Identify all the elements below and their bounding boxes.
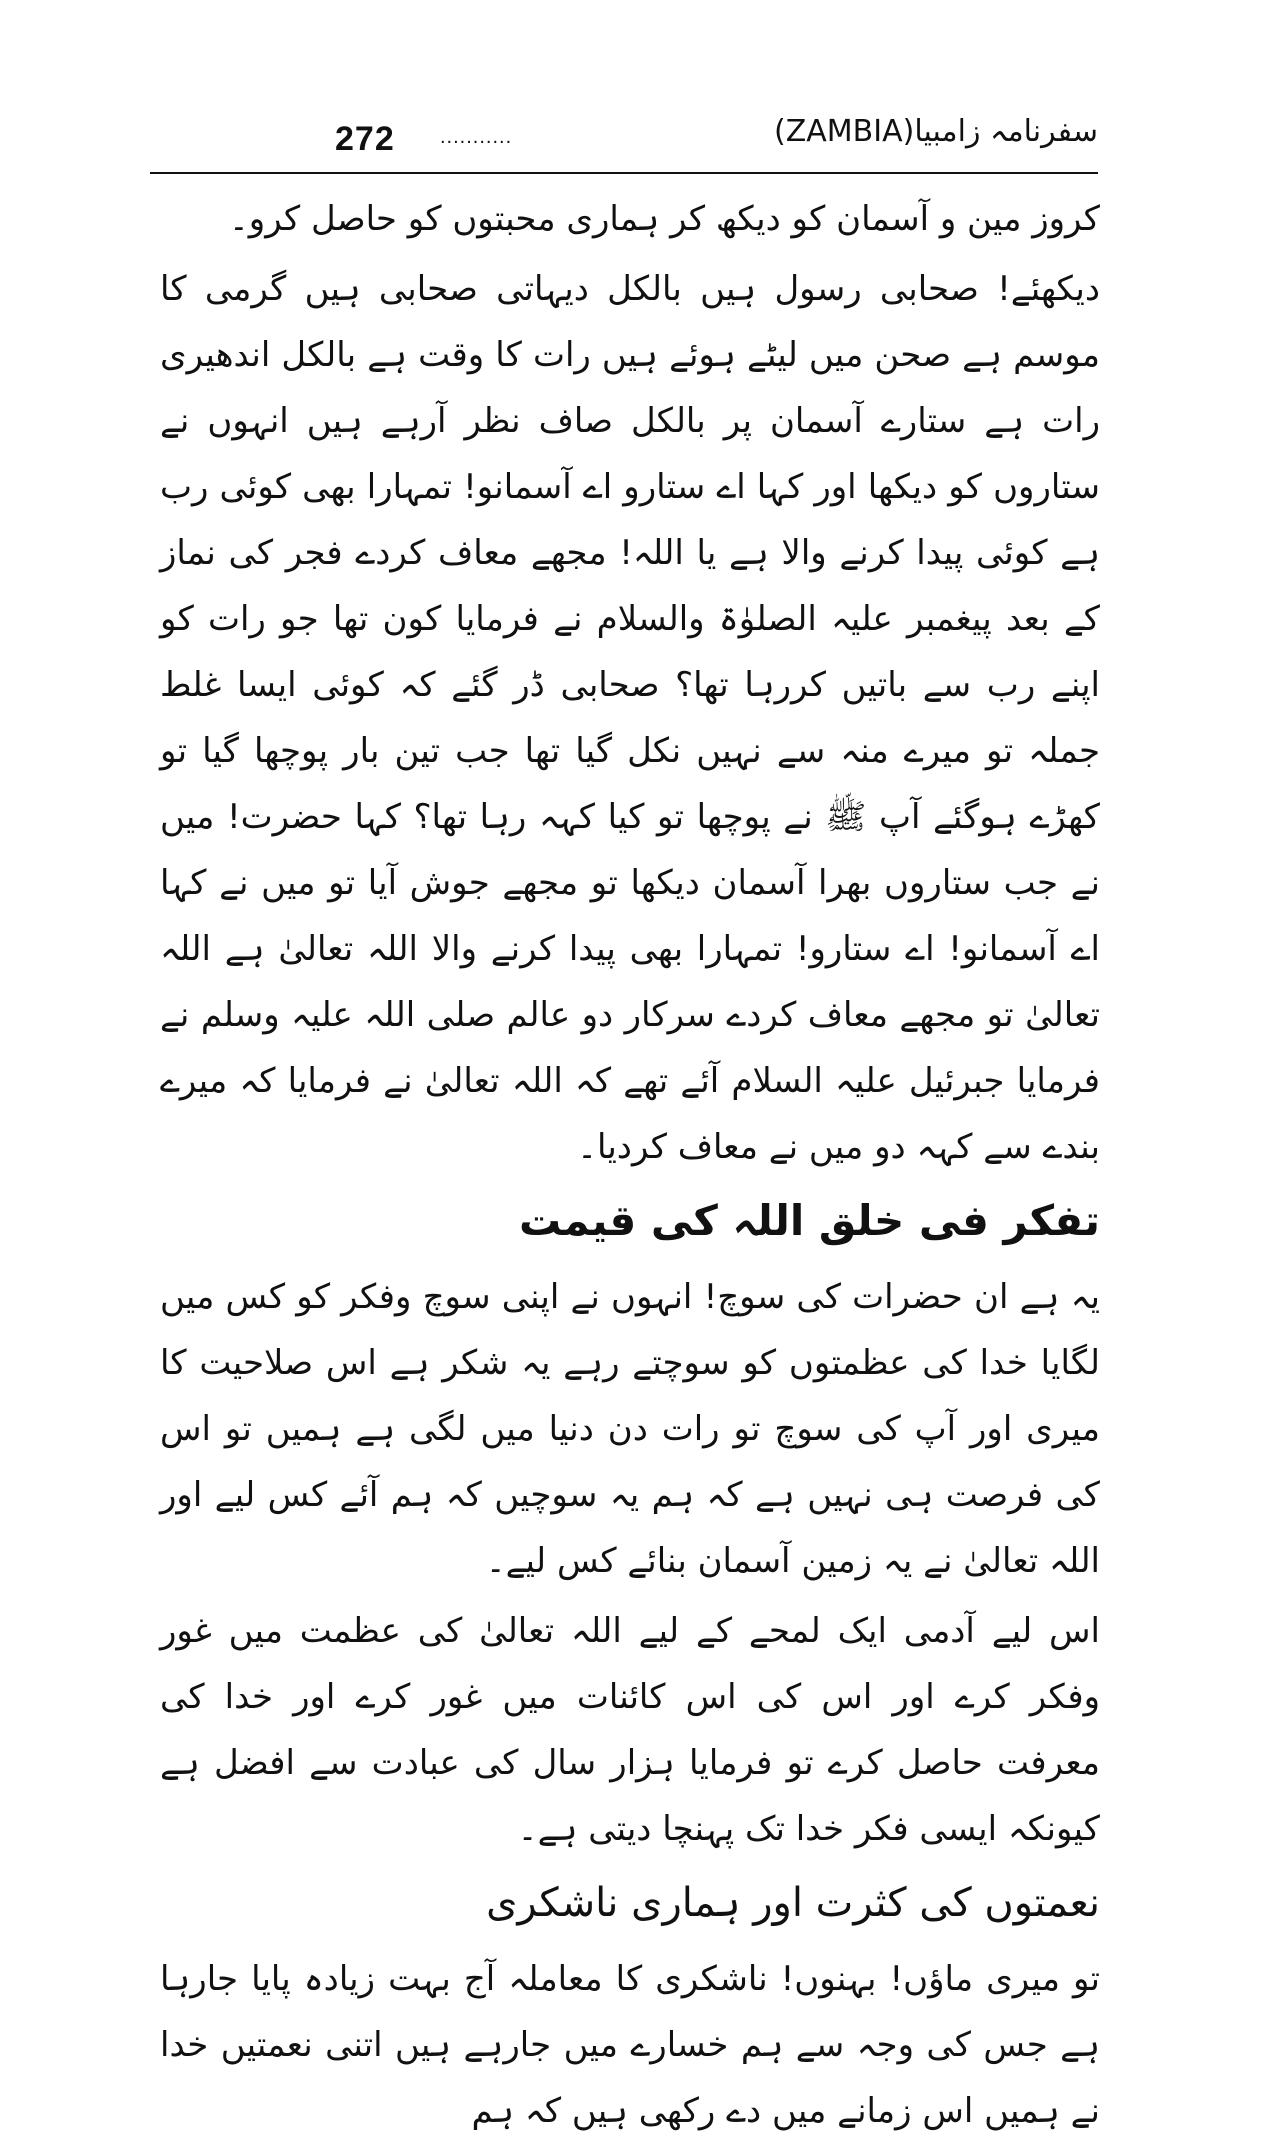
book-title: سفرنامہ زامبیا(ZAMBIA): [773, 114, 1098, 149]
paragraph: کروز مین و آسمان کو دیکھ کر ہماری محبتوں کو حاصل کرو۔: [228, 199, 1100, 239]
header-divider: [150, 172, 1098, 174]
page-content: [160, 186, 1100, 2148]
paragraph: یہ ہے ان حضرات کی سوچ! انہوں نے اپنی سوچ وفکر کو کس میں لگایا خدا کی عظمتوں کو سوچتے رہے یہ شکر ہے اس صلاحیت کا میری اور آپ کی سوچ تو رات دن دنیا میں لگی ہے ہمیں تو اس کی فرصت ہی نہیں ہے کہ ہم یہ سوچیں کہ ہم آئے کس لیے اور اللہ تعالیٰ نے یہ زمین آسمان بنائے کس لیے۔: [160, 1277, 1100, 1581]
paragraph: دیکھئے! صحابی رسول ہیں بالکل دیہاتی صحابی ہیں گرمی کا موسم ہے صحن میں لیٹے ہوئے ہیں رات کا وقت ہے بالکل اندھیری رات ہے ستارے آسمان پر بالکل صاف نظر آرہے ہیں انہوں نے ستاروں کو دیکھا اور کہا اے ستارو اے آسمانو! تمہارا بھی کوئی رب ہے کوئی پیدا کرنے والا ہے یا اللہ! مجھے معاف کردے فجر کی نماز کے بعد پیغمبر علیہ الصلوٰۃ والسلام نے فرمایا کون تھا جو رات کو اپنے رب سے باتیں کررہا تھا؟ صحابی ڈر گئے کہ کوئی ایسا غلط جملہ تو میرے منہ سے نہیں نکل گیا تھا جب تین بار پوچھا گیا تو کھڑے ہوگئے آپ ﷺ نے پوچھا تو کیا کہہ رہا تھا؟ کہا حضرت! میں نے جب ستاروں بھرا آسمان دیکھا تو مجھے جوش آیا تو میں نے کہا اے آسمانو! اے ستارو! تمہارا بھی پیدا کرنے والا اللہ تعالیٰ ہے اللہ تعالیٰ تو مجھے معاف کردے سرکار دو عالم صلی اللہ علیہ وسلم نے فرمایا جبرئیل علیہ السلام آئے تھے کہ اللہ تعالیٰ نے فرمایا کہ میرے بندے سے کہہ دو میں نے معاف کردیا۔: [160, 269, 1100, 1167]
header-dots: ...........: [440, 126, 513, 148]
section-heading: نعمتوں کی کثرت اور ہماری ناشکری: [486, 1880, 1100, 1926]
section-heading: تفکر فی خلق اللہ کی قیمت: [518, 1196, 1100, 1245]
paragraph: اس لیے آدمی ایک لمحے کے لیے اللہ تعالیٰ کی عظمت میں غور وفکر کرے اور اس کی اس کائنات میں غور کرے اور خدا کی معرفت حاصل کرے تو فرمایا ہزار سال کی عبادت سے افضل ہے کیونکہ ایسی فکر خدا تک پہنچا دیتی ہے۔: [160, 1611, 1100, 1849]
page-header: [150, 108, 1098, 170]
page-number: 272: [335, 120, 395, 158]
paragraph: تو میری ماؤں! بہنوں! ناشکری کا معاملہ آج بہت زیادہ پایا جارہا ہے جس کی وجہ سے ہم خسارے میں جارہے ہیں اتنی نعمتیں خدا نے ہمیں اس زمانے میں دے رکھی ہیں کہ ہم: [160, 1959, 1100, 2131]
